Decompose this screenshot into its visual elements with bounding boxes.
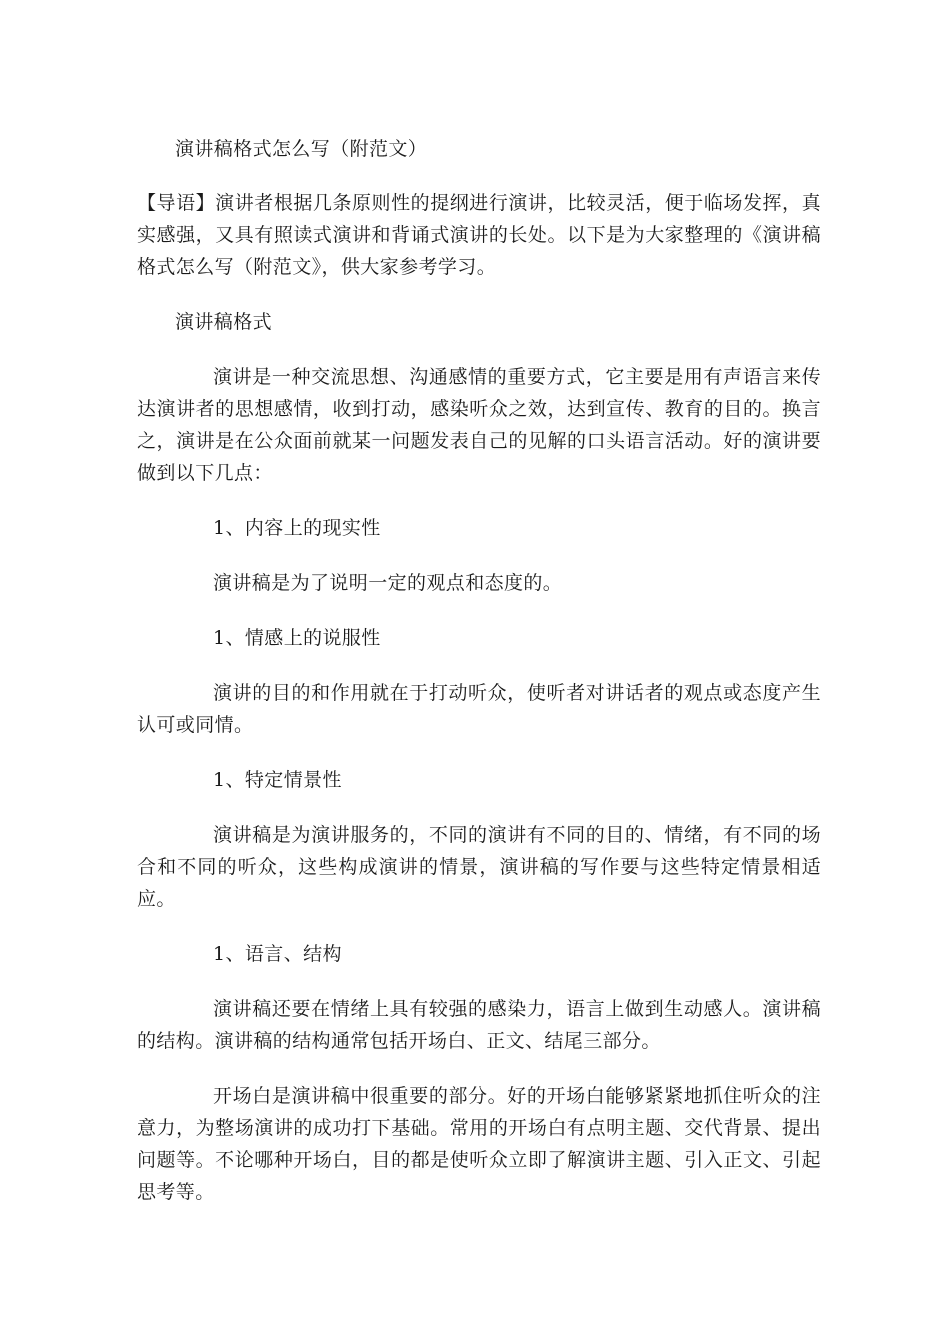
intro-paragraph: 【导语】演讲者根据几条原则性的提纲进行演讲，比较灵活，便于临场发挥，真实感强，又具有照读式演讲和背诵式演讲的长处。以下是为大家整理的《演讲稿格式怎么写（附范文》，供大家参考学习。 xyxy=(137,192,821,278)
body-paragraph: 演讲稿还要在情绪上具有较强的感染力，语言上做到生动感人。演讲稿的结构。演讲稿的结构通常包括开场白、正文、结尾三部分。 xyxy=(137,998,821,1052)
body-paragraph: 演讲的目的和作用就在于打动听众，使听者对讲话者的观点或态度产生认可或同情。 xyxy=(137,682,821,736)
body-paragraph: 开场白是演讲稿中很重要的部分。好的开场白能够紧紧地抓住听众的注意力，为整场演讲的成功打下基础。常用的开场白有点明主题、交代背景、提出问题等。不论哪种开场白，目的都是使听众立即了解演讲主题、引入正文、引起思考等。 xyxy=(137,1085,821,1203)
subheading-situation: 1、特定情景性 xyxy=(213,769,342,791)
document-title: 演讲稿格式怎么写（附范文） xyxy=(175,138,428,160)
subheading-language-structure: 1、语言、结构 xyxy=(213,943,342,965)
body-paragraph: 演讲稿是为了说明一定的观点和态度的。 xyxy=(213,572,563,594)
body-paragraph: 演讲稿是为演讲服务的，不同的演讲有不同的目的、情绪，有不同的场合和不同的听众，这些构成演讲的情景，演讲稿的写作要与这些特定情景相适应。 xyxy=(137,824,821,910)
document-body xyxy=(137,133,821,1231)
subheading-realism: 1、内容上的现实性 xyxy=(213,517,381,539)
section-heading: 演讲稿格式 xyxy=(175,311,273,333)
subheading-persuasion: 1、情感上的说服性 xyxy=(213,627,381,649)
body-paragraph: 演讲是一种交流思想、沟通感情的重要方式，它主要是用有声语言来传达演讲者的思想感情，收到打动，感染听众之效，达到宣传、教育的目的。换言之，演讲是在公众面前就某一问题发表自己的见解的口头语言活动。好的演讲要做到以下几点： xyxy=(137,366,821,484)
